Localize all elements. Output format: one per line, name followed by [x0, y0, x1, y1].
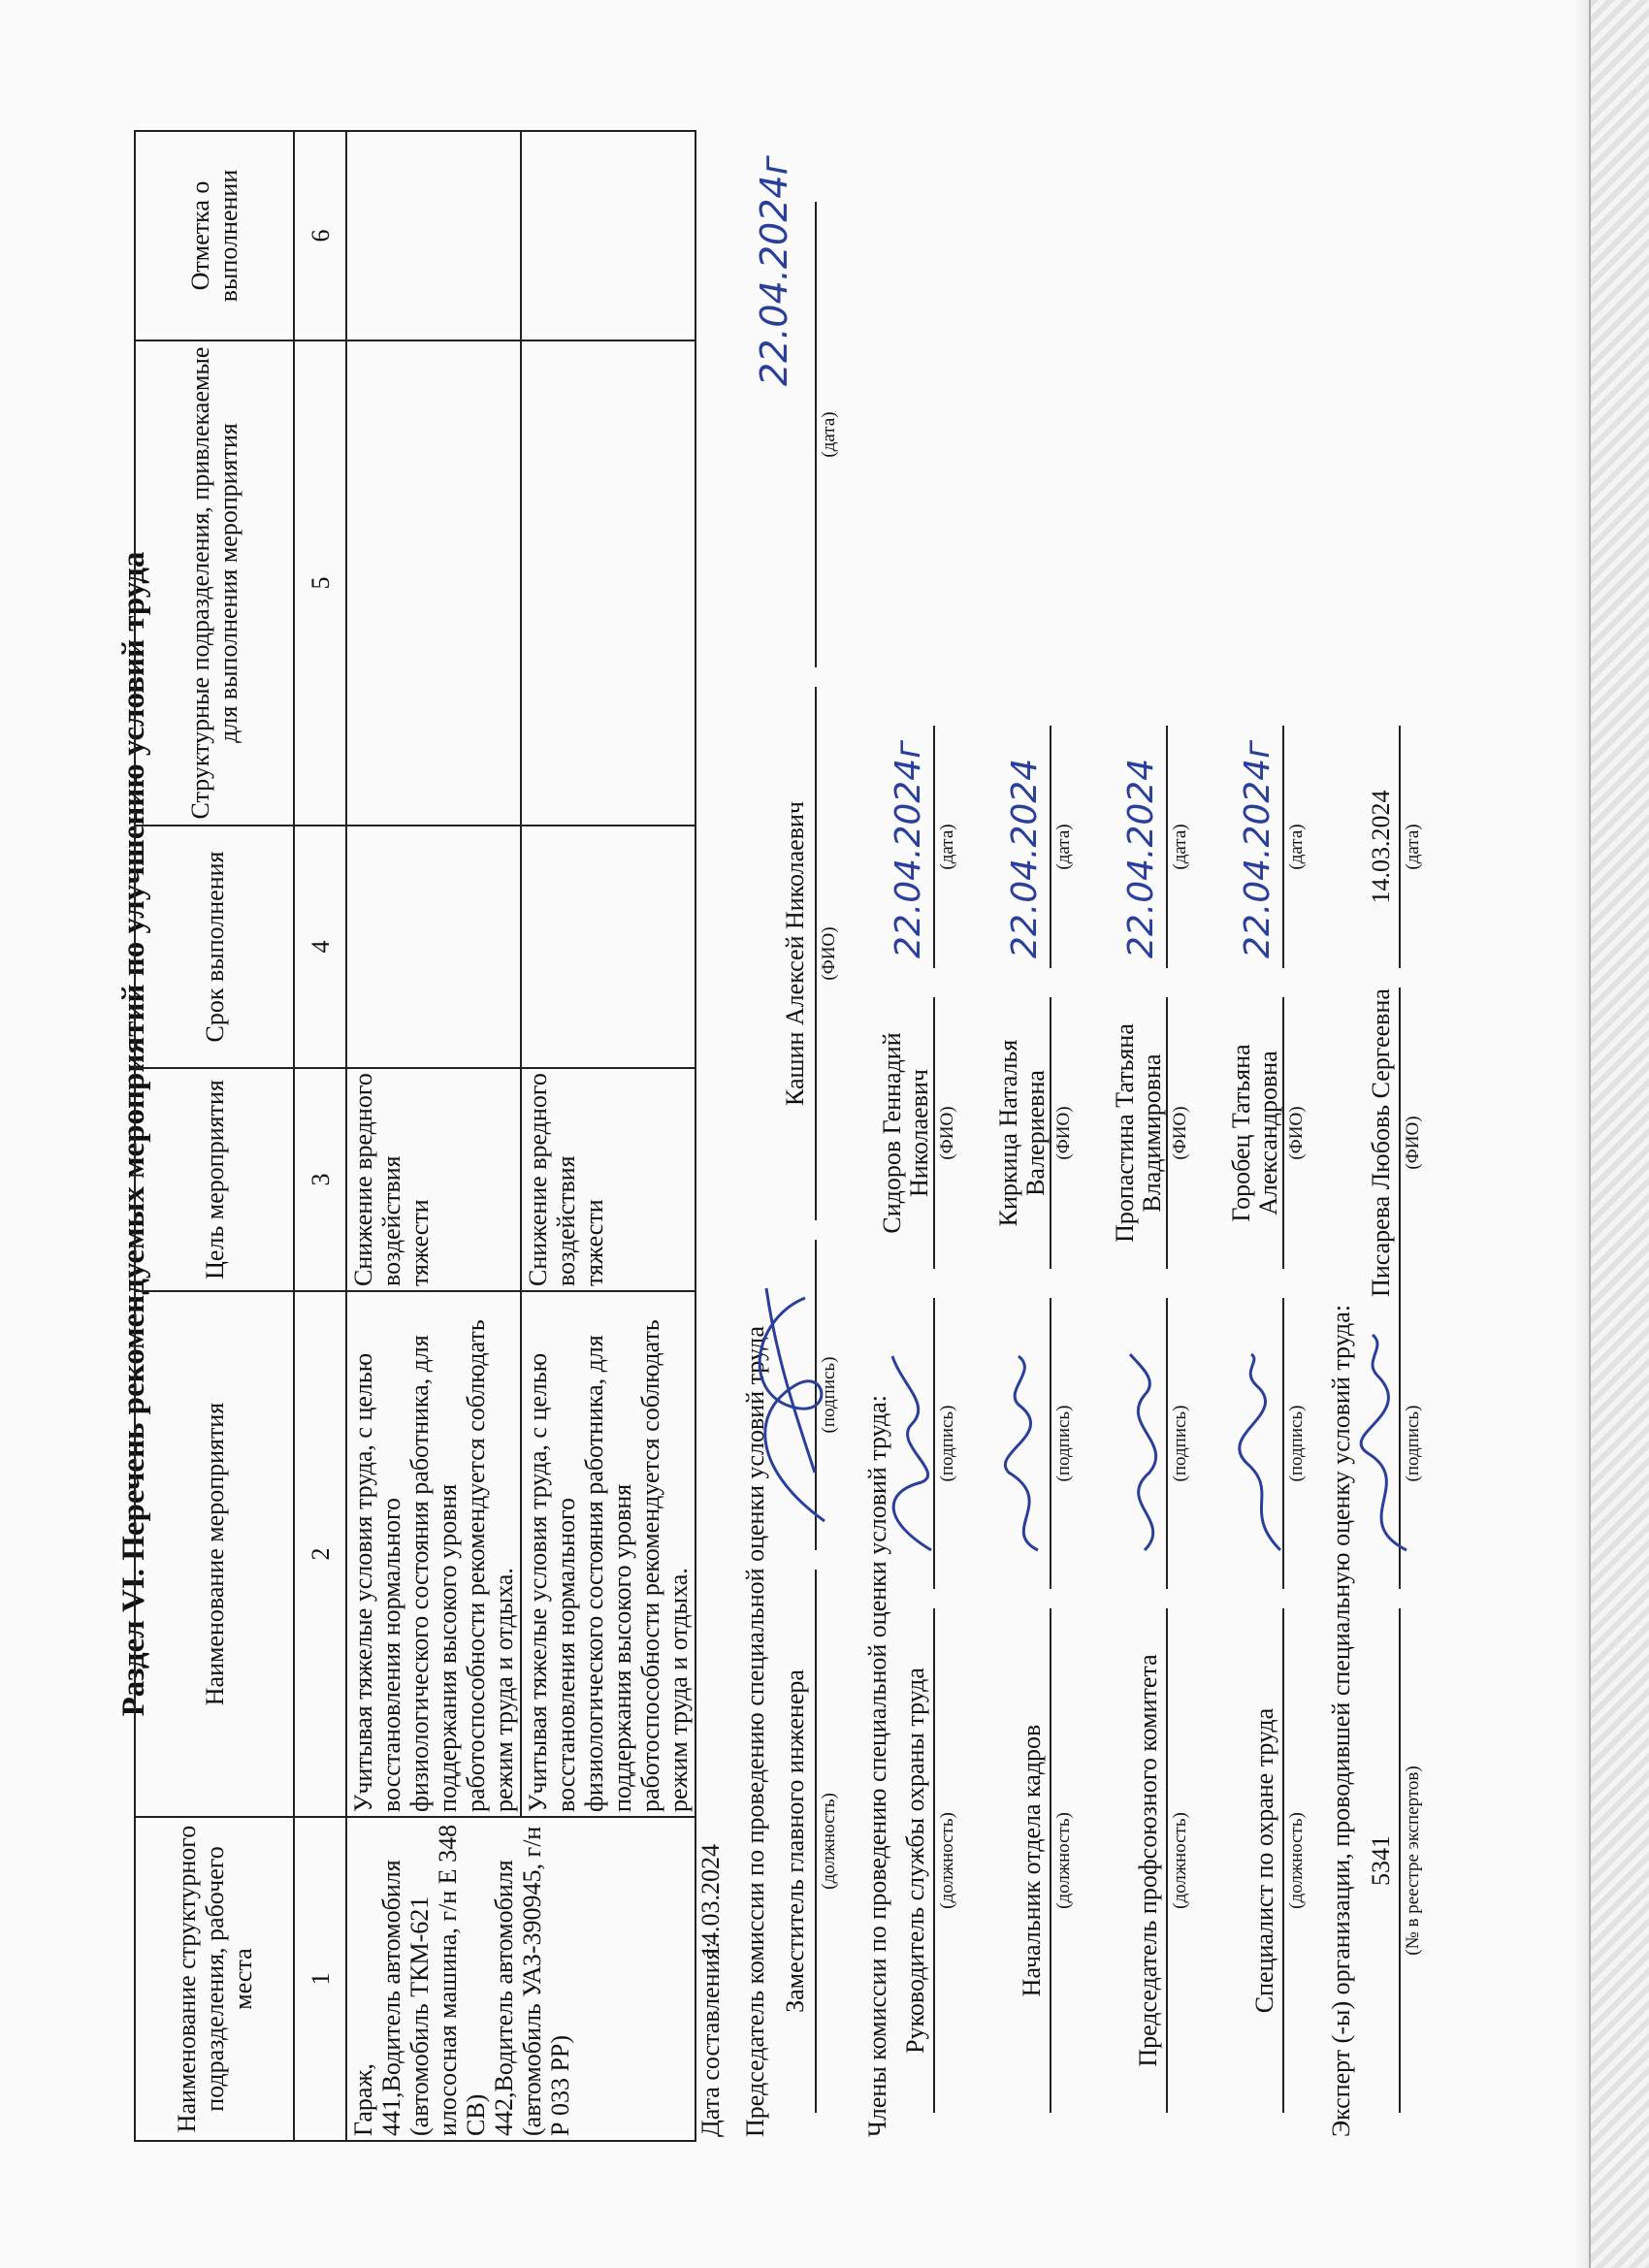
member-name: Сидоров Геннадий Николаевич	[878, 1032, 933, 1234]
member-date-line	[1050, 726, 1051, 968]
chair-handwritten-date: 22.04.2024г	[753, 155, 795, 386]
member-date-line	[1282, 726, 1284, 968]
chair-heading: Председатель комиссии по проведению специальной оценки условий труда	[741, 1325, 769, 2137]
header-cell: Структурные подразделения, привлекаемые для выполнения мероприятия	[135, 340, 294, 826]
caption-position: (должность)	[937, 1812, 957, 1909]
member-signature-line	[933, 1298, 935, 1589]
chair-name: Кашин Алексей Николаевич	[781, 801, 809, 1106]
member-position: Руководитель службы охраны труда	[901, 1668, 929, 2054]
caption-registry: (№ в реестре экспертов)	[1403, 1766, 1423, 1956]
member-position: Начальник отдела кадров	[1018, 1724, 1046, 1997]
expert-heading: Эксперт (-ы) организации, проводившей специальную оценку условий труда:	[1327, 1304, 1355, 2137]
header-cell: Отметка о выполнении	[135, 131, 294, 340]
section-title: Раздел VI. Перечень рекомендуемых мероприятий по улучшению условий труда	[116, 551, 151, 1717]
binder-strip	[1589, 0, 1649, 2268]
members-heading: Члены комиссии по проведению специальной оценки условий труда:	[863, 1394, 891, 2137]
expert-name: Писарева Любовь Сергеевна	[1367, 988, 1395, 1297]
units-cell	[521, 340, 695, 826]
caption-fio: (ФИО)	[1286, 1106, 1307, 1160]
expert-name-line	[1399, 988, 1401, 1298]
table-header-row	[135, 131, 294, 2141]
column-number: 5	[294, 340, 346, 826]
member-name-line	[1166, 997, 1168, 1269]
expert-signature-line	[1399, 1298, 1401, 1589]
caption-date: (дата)	[1170, 824, 1190, 870]
member-position: Председатель профсоюзного комитета	[1134, 1654, 1162, 2067]
column-number-row	[294, 131, 346, 2141]
expert-registry-line	[1399, 1608, 1401, 2113]
member-signature-line	[1050, 1298, 1051, 1589]
member-handwritten-date: 22.04.2024г	[1238, 739, 1277, 958]
caption-date: (дата)	[819, 411, 839, 458]
caption-date: (дата)	[1403, 824, 1423, 870]
term-cell	[346, 826, 521, 1068]
header-cell: Цель мероприятия	[135, 1068, 294, 1291]
member-name: Пропастина Татьяна Владимировна	[1111, 1023, 1166, 1243]
column-number: 4	[294, 826, 346, 1068]
caption-signature: (подпись)	[819, 1356, 839, 1434]
member-name-line	[1050, 997, 1051, 1269]
date-value: 14.03.2024	[696, 1844, 725, 1958]
units-cell	[346, 340, 521, 826]
member-name-line	[1282, 997, 1284, 1269]
measure-cell: Учитывая тяжелые условия труда, с целью восстановления нормального физиологического состояния работника, для поддержания высокого уровня работоспособности рекомендуется соблюдать режим труда и отдыха.	[521, 1291, 695, 1817]
goal-cell: Снижение вредного воздействия тяжести	[346, 1068, 521, 1291]
term-cell	[521, 826, 695, 1068]
header-cell: Наименование мероприятия	[135, 1291, 294, 1817]
caption-fio: (ФИО)	[819, 926, 839, 981]
caption-position: (должность)	[1286, 1812, 1307, 1909]
member-handwritten-date: 22.04.2024	[1005, 758, 1045, 958]
caption-signature: (подпись)	[1286, 1405, 1307, 1482]
member-position-line	[1050, 1608, 1051, 2113]
goal-cell: Снижение вредного воздействия тяжести	[521, 1068, 695, 1291]
expert-date-line	[1399, 726, 1401, 968]
caption-position: (должность)	[819, 1793, 839, 1890]
member-name: Киркица Наталья Валериевна	[994, 1039, 1050, 1227]
column-number: 2	[294, 1291, 346, 1817]
expert-registry-number: 5341	[1367, 1835, 1395, 1886]
caption-signature: (подпись)	[1053, 1405, 1074, 1482]
caption-date: (дата)	[1286, 824, 1307, 870]
member-date-line	[1166, 726, 1168, 968]
mark-cell	[521, 131, 695, 340]
member-name-line	[933, 997, 935, 1269]
chair-name-line	[815, 687, 817, 1220]
caption-date: (дата)	[1053, 824, 1074, 870]
measures-table	[134, 130, 696, 2142]
workplace-cell: Гараж, 441,Водитель автомобиля (автомобиль ТКМ-621 илососная машина, г/н Е 348 СВ) 442,Водитель автомобиля (автомобиль УАЗ-390945, г/н Р 033 РР)	[346, 1817, 695, 2141]
column-number: 3	[294, 1068, 346, 1291]
member-position-line	[1282, 1608, 1284, 2113]
mark-cell	[346, 131, 521, 340]
chair-signature-line	[815, 1240, 817, 1550]
member-position-line	[933, 1608, 935, 2113]
caption-signature: (подпись)	[1170, 1405, 1190, 1482]
expert-date: 14.03.2024	[1367, 790, 1395, 904]
column-number: 1	[294, 1817, 346, 2141]
caption-signature: (подпись)	[1403, 1405, 1423, 1482]
caption-signature: (подпись)	[937, 1405, 957, 1482]
caption-fio: (ФИО)	[1403, 1116, 1423, 1170]
column-number: 6	[294, 131, 346, 340]
caption-position: (должность)	[1170, 1812, 1190, 1909]
header-cell: Срок выполнения	[135, 826, 294, 1068]
member-position-line	[1166, 1608, 1168, 2113]
member-name: Горобец Татьяна Александровна	[1227, 1044, 1282, 1222]
measure-cell: Учитывая тяжелые условия труда, с целью восстановления нормального физиологического состояния работника, для поддержания высокого уровня работоспособности рекомендуется соблюдать режим труда и отдыха.	[346, 1291, 521, 1817]
member-signature-line	[1282, 1298, 1284, 1589]
chair-position: Заместитель главного инженера	[781, 1669, 809, 2013]
member-position: Специалист по охране труда	[1250, 1707, 1278, 2014]
chair-position-line	[815, 1570, 817, 2113]
table-row	[346, 131, 521, 2141]
member-handwritten-date: 22.04.2024	[1121, 758, 1161, 958]
date-label: Дата составления:	[696, 1941, 725, 2137]
member-handwritten-date: 22.04.2024г	[889, 739, 928, 958]
caption-position: (должность)	[1053, 1812, 1074, 1909]
member-signature-line	[1166, 1298, 1168, 1589]
caption-fio: (ФИО)	[1170, 1106, 1190, 1160]
header-cell: Наименование структурного подразделения, рабочего места	[135, 1817, 294, 2141]
caption-fio: (ФИО)	[937, 1106, 957, 1160]
chair-date-line	[815, 202, 817, 667]
caption-date: (дата)	[937, 824, 957, 870]
member-date-line	[933, 726, 935, 968]
caption-fio: (ФИО)	[1053, 1106, 1074, 1160]
